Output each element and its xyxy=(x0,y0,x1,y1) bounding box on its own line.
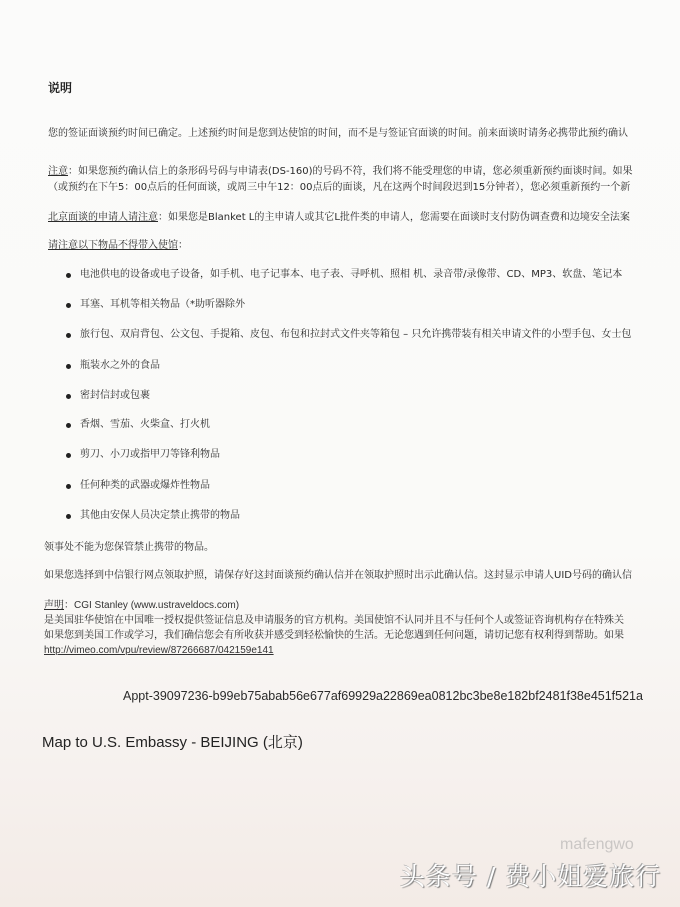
bullet-icon xyxy=(66,423,71,428)
consulate-note: 领事处不能为您保管禁止携带的物品。 xyxy=(44,542,214,553)
prohibited-heading-colon: ： xyxy=(178,240,188,251)
prohibited-item: 旅行包、双肩背包、公文包、手提箱、皮包、布包和拉封式文件夹等箱包 – 只允许携带装有相关申请文件的小型手包、女士包 xyxy=(80,329,632,340)
note-line-1 xyxy=(48,166,633,178)
bullet-icon xyxy=(66,273,71,278)
prohibited-item: 剪刀、小刀或指甲刀等锋利物品 xyxy=(80,449,220,460)
watermark-mafengwo: mafengwo xyxy=(560,836,634,853)
vimeo-link[interactable]: http://vimeo.com/vpu/review/87266687/042159e141 xyxy=(44,645,274,656)
bullet-icon xyxy=(66,303,71,308)
watermark: 头条号 / 费小姐爱旅行 xyxy=(400,862,662,891)
prohibited-item: 任何种类的武器或爆炸性物品 xyxy=(80,480,210,491)
page-title: 说明 xyxy=(48,81,73,95)
bullet-icon xyxy=(66,484,71,489)
statement-line-3: 如果您到美国工作或学习，我们确信您会有所收获并感受到轻松愉快的生活。无论您遇到任何问题，请切记您有权利得到帮助。如果 xyxy=(44,630,624,641)
bullet-icon xyxy=(66,364,71,369)
bullet-icon xyxy=(66,453,71,458)
statement-text: ：CGI Stanley (www.ustraveldocs.com) xyxy=(64,600,240,611)
bullet-icon xyxy=(66,333,71,338)
prohibited-item: 香烟、雪茄、火柴盒、打火机 xyxy=(80,419,210,430)
beijing-note xyxy=(48,212,630,224)
statement-label: 声明 xyxy=(44,600,64,611)
intro-paragraph: 您的签证面谈预约时间已确定。上述预约时间是您到达使馆的时间，而不是与签证官面谈的时间。前来面谈时请务必携带此预约确认 xyxy=(48,128,628,139)
beijing-note-text: ：如果您是Blanket L的主申请人或其它L批件类的申请人，您需要在面谈时支付防伪调查费和边境安全法案 xyxy=(158,212,630,223)
note-line-2: （或预约在下午5：00点后的任何面谈，或周三中午12：00点后的面谈，凡在这两个时间段迟到15分钟者），您必须重新预约一个新 xyxy=(48,182,631,193)
map-title: Map to U.S. Embassy - BEIJING (北京) xyxy=(42,734,303,751)
note-label: 注意 xyxy=(48,166,68,177)
citic-note: 如果您选择到中信银行网点领取护照，请保存好这封面谈预约确认信并在领取护照时出示此确认信。这封显示申请人UID号码的确认信 xyxy=(44,570,632,581)
prohibited-heading-text: 请注意以下物品不得带入使馆 xyxy=(48,240,178,251)
prohibited-heading xyxy=(48,240,188,252)
prohibited-item: 电池供电的设备或电子设备，如手机、电子记事本、电子表、寻呼机、照相 机、录音带/录像带、CD、MP3、软盘、笔记本 xyxy=(80,269,623,280)
beijing-note-label: 北京面谈的申请人请注意 xyxy=(48,212,158,223)
bullet-icon xyxy=(66,394,71,399)
appointment-id: Appt-39097236-b99eb75abab56e677af69929a22869ea0812bc3be8e182bf2481f38e451f521a xyxy=(123,689,643,703)
prohibited-item: 耳塞、耳机等相关物品（*助听器除外 xyxy=(80,299,245,310)
statement-line-2: 是美国驻华使馆在中国唯一授权提供签证信息及申请服务的官方机构。美国使馆不认同并且不与任何个人或签证咨询机构存在特殊关 xyxy=(44,615,624,626)
note-text: ：如果您预约确认信上的条形码号码与申请表(DS-160)的号码不符，我们将不能受理您的申请，您必须重新预约面谈时间。如果 xyxy=(68,166,633,177)
prohibited-item: 其他由安保人员决定禁止携带的物品 xyxy=(80,510,240,521)
statement-line-1 xyxy=(44,600,239,612)
bullet-icon xyxy=(66,514,71,519)
prohibited-item: 密封信封或包裹 xyxy=(80,390,150,401)
prohibited-item: 瓶装水之外的食品 xyxy=(80,360,160,371)
